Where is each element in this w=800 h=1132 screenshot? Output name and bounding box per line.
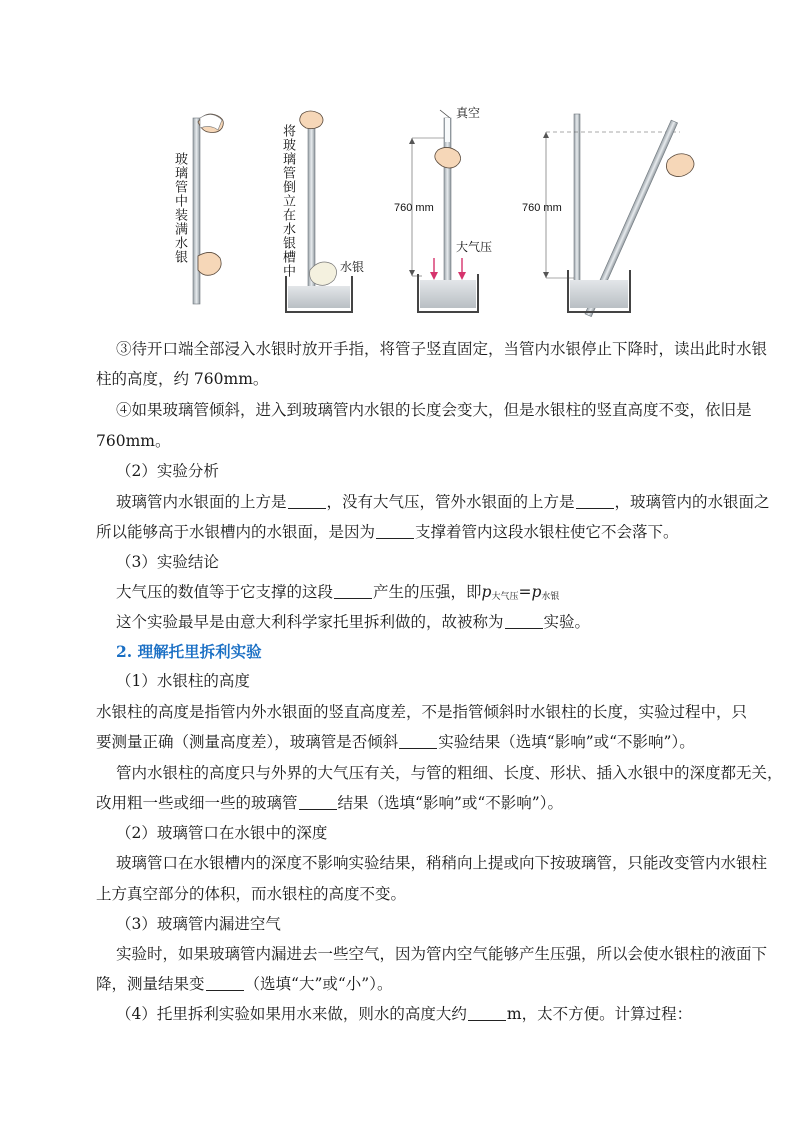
hand-3 — [435, 147, 461, 168]
blank-result-change[interactable] — [206, 976, 244, 991]
line-10-b: 实验。 — [543, 613, 591, 631]
hand-4 — [666, 154, 694, 177]
dish-2-mercury — [288, 286, 350, 308]
subsection-height: （1）水银柱的高度 — [116, 672, 250, 690]
sub-atmosphere: 大气压 — [491, 592, 519, 602]
section-heading-2: 2. 理解托里拆利实验 — [116, 642, 262, 661]
tube-filled — [193, 118, 200, 304]
line-13-b: 实验结果（选填“影响”或“不影响”）。 — [438, 733, 695, 751]
subsection-air-leak: （3）玻璃管内漏进空气 — [116, 915, 281, 933]
blank-experiment-name[interactable] — [505, 614, 543, 629]
tube-vacuum — [444, 118, 451, 298]
blank-support[interactable] — [376, 524, 414, 539]
line-7 — [96, 522, 720, 542]
sub-mercury: 水银 — [541, 592, 560, 602]
line-4: 760mm。 — [96, 432, 171, 450]
torricelli-experiment-figure — [160, 100, 720, 330]
line-21 — [96, 974, 720, 994]
line-10 — [116, 612, 740, 632]
line-9-b: 产生的压强，即 — [373, 583, 482, 601]
line-2: 柱的高度，约 760mm。 — [96, 370, 269, 388]
line-7-a: 所以能够高于水银槽内的水银面，是因为 — [96, 523, 376, 541]
label-fill-tube: 玻璃管中装满水银 — [172, 152, 187, 264]
p-symbol-2: p — [531, 583, 542, 601]
line-21-b: （选填“大”或“小”）。 — [244, 975, 393, 993]
tube-vertical-4 — [574, 114, 580, 302]
blank-vacuum[interactable] — [288, 494, 326, 509]
label-invert-tube: 将玻璃管倒立在水银槽中 — [280, 124, 295, 278]
line-15-b: 结果（选填“影响”或“不影响”）。 — [337, 794, 563, 812]
line-22-b: m，太不方便。计算过程： — [506, 1005, 693, 1023]
label-760mm-2: 760 mm — [522, 202, 562, 214]
dish-3-mercury — [420, 280, 476, 308]
blank-tilt-effect[interactable] — [399, 734, 437, 749]
label-mercury: 水银 — [340, 260, 365, 274]
blank-column[interactable] — [334, 584, 372, 599]
section-conclusion: （3）实验结论 — [116, 553, 219, 571]
line-1: ③待开口端全部浸入水银时放开手指，将管子竖直固定，当管内水银停止下降时，读出此时水银 — [116, 340, 768, 358]
label-atmospheric-pressure: 大气压 — [456, 240, 493, 254]
line-6 — [116, 492, 770, 512]
equals-sign: = — [518, 583, 532, 601]
subsection-depth: （2）玻璃管口在水银中的深度 — [116, 824, 328, 842]
section-analysis: （2）实验分析 — [116, 462, 219, 480]
hand-bottom — [198, 252, 221, 275]
line-13-a: 要测量正确（测量高度差），玻璃管是否倾斜 — [96, 733, 399, 751]
line-10-a: 这个实验最早是由意大利科学家托里拆利做的，故被称为 — [116, 613, 504, 631]
line-3: ④如果玻璃管倾斜，进入到玻璃管内水银的长度会变大，但是水银柱的竖直高度不变，依旧是 — [116, 401, 752, 419]
line-6-c: ，玻璃管内的水银面之 — [614, 493, 770, 511]
line-9-a: 大气压的数值等于它支撑的这段 — [116, 583, 334, 601]
line-18: 上方真空部分的体积，而水银柱的高度不变。 — [96, 885, 407, 903]
label-760mm-1: 760 mm — [394, 202, 434, 214]
line-7-b: 支撑着管内这段水银柱使它不会落下。 — [415, 523, 679, 541]
line-13 — [96, 732, 720, 752]
line-15-a: 改用粗一些或细一些的玻璃管 — [96, 794, 298, 812]
line-14: 管内水银柱的高度只与外界的大气压有关，与管的粗细、长度、形状、插入水银中的深度都无关， — [116, 764, 783, 782]
p-symbol-1: p — [481, 583, 492, 601]
line-12: 水银柱的高度是指管内外水银面的竖直高度差，不是指管倾斜时水银柱的长度，实验过程中，只 — [96, 703, 748, 721]
label-vacuum: 真空 — [456, 106, 481, 120]
line-21-a: 降，测量结果变 — [96, 975, 205, 993]
dish-4-mercury — [570, 280, 628, 308]
line-6-a: 玻璃管内水银面的上方是 — [116, 493, 287, 511]
line-22-a: （4）托里拆利实验如果用水来做，则水的高度大约 — [116, 1005, 467, 1023]
blank-atmosphere[interactable] — [576, 494, 614, 509]
line-22 — [116, 1004, 740, 1024]
line-9 — [116, 582, 740, 607]
blank-water-height[interactable] — [468, 1006, 506, 1021]
experiment-illustration — [160, 100, 720, 330]
hand-top-2 — [300, 111, 323, 129]
line-6-b: ，没有大气压，管外水银面的上方是 — [326, 493, 575, 511]
line-20: 实验时，如果玻璃管内漏进去一些空气，因为管内空气能够产生压强，所以会使水银柱的液面下 — [116, 945, 768, 963]
blank-thickness-effect[interactable] — [299, 795, 337, 810]
line-17: 玻璃管口在水银槽内的深度不影响实验结果，稍稍向上提或向下按玻璃管，只能改变管内水银柱 — [116, 854, 768, 872]
line-15 — [96, 793, 720, 813]
